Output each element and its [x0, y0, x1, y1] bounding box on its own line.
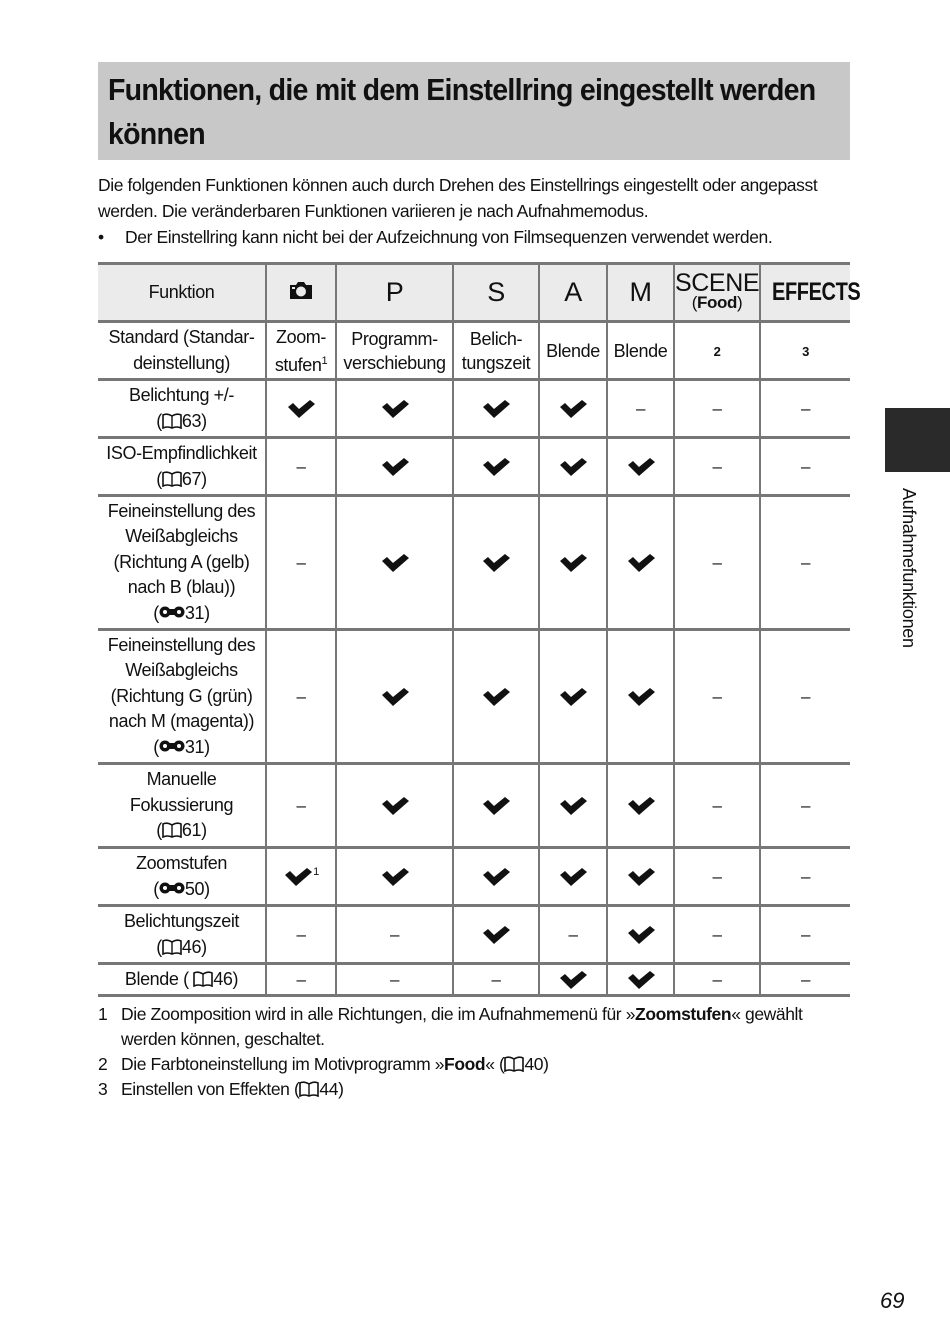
row-label: Belichtungszeit ( 46): [98, 906, 266, 964]
check-icon: [626, 687, 656, 707]
reference-binocular-icon: [159, 605, 185, 619]
cell-auto: 1: [266, 848, 336, 906]
cell-scene: [674, 630, 760, 764]
manual-book-icon: [193, 971, 213, 987]
scene-label: SCENE: [675, 268, 760, 297]
cell-scene: [674, 380, 760, 438]
camera-auto-icon: [288, 279, 314, 301]
section-tab-marker: [885, 408, 950, 472]
page-title: Funktionen, die mit dem Einstellring eingestellt werden können: [108, 72, 816, 151]
dash-mark: –: [712, 398, 722, 418]
cell-p: [336, 848, 453, 906]
cell-a: Blende: [539, 322, 607, 380]
manual-book-icon: [162, 413, 182, 429]
row-label: Standard (Standar-deinstellung): [98, 322, 266, 380]
cell-auto: [266, 496, 336, 630]
dash-mark: –: [568, 924, 578, 944]
table-row: [98, 438, 850, 496]
bullet-text: Der Einstellring kann nicht bei der Aufzeichnung von Filmsequenzen verwendet werden.: [125, 227, 773, 247]
cell-scene: 2: [674, 322, 760, 380]
row-label: Belichtung +/- ( 63): [98, 380, 266, 438]
cell-a: [539, 380, 607, 438]
bullet-dot: •: [98, 227, 104, 247]
cell-s: [453, 906, 539, 964]
scene-sub: (Food): [691, 292, 743, 312]
check-icon: [380, 796, 410, 816]
check-icon: [481, 457, 511, 477]
manual-book-icon: [162, 471, 182, 487]
cell-s: [453, 630, 539, 764]
dash-mark: –: [712, 552, 722, 572]
cell-a: [539, 496, 607, 630]
dash-mark: –: [712, 924, 722, 944]
note-bullet: [98, 224, 858, 250]
dash-mark: –: [712, 456, 722, 476]
check-icon: [558, 796, 588, 816]
cell-effects: [760, 380, 850, 438]
cell-m: [607, 964, 674, 996]
cell-s: [453, 964, 539, 996]
cell-effects: [760, 848, 850, 906]
cell-s: [453, 380, 539, 438]
cell-scene: [674, 906, 760, 964]
check-icon: [380, 867, 410, 887]
manual-book-icon: [162, 822, 182, 838]
header-mode-a: A: [539, 264, 607, 322]
check-icon: [283, 867, 313, 887]
table-row: [98, 848, 850, 906]
dash-mark: –: [296, 552, 306, 572]
dash-mark: –: [296, 795, 306, 815]
check-icon: [481, 867, 511, 887]
check-icon: [380, 553, 410, 573]
dash-mark: –: [491, 969, 501, 989]
row-label: Zoomstufen ( 50): [98, 848, 266, 906]
cell-a: [539, 964, 607, 996]
table-row: [98, 964, 850, 996]
cell-p: [336, 380, 453, 438]
dash-mark: –: [712, 969, 722, 989]
check-icon: [481, 925, 511, 945]
cell-m: Blende: [607, 322, 674, 380]
footnote-1: 1 Die Zoomposition wird in alle Richtungen, die im Aufnahmemenü für »Zoomstufen« gewählt werden können, geschaltet.: [98, 1004, 803, 1049]
check-icon: [481, 796, 511, 816]
check-icon: [626, 867, 656, 887]
cell-scene: [674, 496, 760, 630]
footnote-2: 2 Die Farbtoneinstellung im Motivprogramm »Food« ( 40): [98, 1054, 549, 1074]
dash-mark: –: [712, 795, 722, 815]
check-icon: [558, 457, 588, 477]
cell-auto: [266, 906, 336, 964]
footnote-3: 3 Einstellen von Effekten ( 44): [98, 1079, 344, 1099]
check-icon: [286, 399, 316, 419]
check-icon: [380, 457, 410, 477]
row-label: Feineinstellung des Weißabgleichs (Richtung A (gelb) nach B (blau)) ( 31): [98, 496, 266, 630]
check-icon: [380, 399, 410, 419]
dash-mark: –: [712, 866, 722, 886]
cell-p: [336, 764, 453, 848]
dash-mark: –: [800, 795, 811, 815]
check-icon: [558, 553, 588, 573]
cell-m: [607, 848, 674, 906]
dash-mark: –: [296, 969, 306, 989]
cell-m: [607, 380, 674, 438]
dash-mark: –: [800, 552, 811, 572]
check-icon: [558, 970, 588, 990]
dash-mark: –: [296, 924, 306, 944]
manual-book-icon: [162, 939, 182, 955]
dash-mark: –: [800, 866, 811, 886]
check-icon: [626, 925, 656, 945]
table-row: [98, 380, 850, 438]
cell-s: [453, 848, 539, 906]
cell-scene: [674, 848, 760, 906]
cell-auto: [266, 438, 336, 496]
cell-a: [539, 438, 607, 496]
check-icon: [558, 399, 588, 419]
dash-mark: –: [800, 686, 811, 706]
cell-a: [539, 906, 607, 964]
check-icon: [481, 687, 511, 707]
cell-s: [453, 764, 539, 848]
page-number: 69: [880, 1288, 905, 1313]
cell-m: [607, 630, 674, 764]
check-icon: [481, 553, 511, 573]
section-side-label: Aufnahmefunktionen: [899, 488, 919, 648]
dash-mark: –: [800, 456, 811, 476]
dash-mark: –: [800, 398, 811, 418]
cell-m: [607, 438, 674, 496]
check-icon: [626, 457, 656, 477]
dash-mark: –: [296, 686, 306, 706]
cell-m: [607, 764, 674, 848]
row-label: Manuelle Fokussierung ( 61): [98, 764, 266, 848]
reference-binocular-icon: [159, 739, 185, 753]
cell-auto: [266, 964, 336, 996]
table-header-row: [98, 264, 850, 322]
dash-mark: –: [635, 398, 646, 418]
cell-a: [539, 848, 607, 906]
manual-book-icon: [299, 1081, 319, 1097]
cell-p: [336, 630, 453, 764]
cell-p: Programm-verschiebung: [336, 322, 453, 380]
cell-s: [453, 438, 539, 496]
row-label: ISO-Empfindlichkeit ( 67): [98, 438, 266, 496]
cell-auto: [266, 764, 336, 848]
cell-p: [336, 906, 453, 964]
check-icon: [626, 553, 656, 573]
cell-scene: [674, 764, 760, 848]
cell-auto: [266, 380, 336, 438]
header-mode-m: M: [607, 264, 674, 322]
cell-a: [539, 630, 607, 764]
header-effects: EFFECTS: [760, 264, 850, 322]
header-auto-mode: [266, 264, 336, 322]
function-table: [98, 262, 861, 997]
cell-s: [453, 496, 539, 630]
cell-scene: [674, 438, 760, 496]
footnotes: [98, 1002, 858, 1102]
check-icon: [626, 970, 656, 990]
section-heading-box: [98, 62, 850, 160]
cell-effects: 3: [760, 322, 850, 380]
cell-effects: [760, 906, 850, 964]
cell-effects: [760, 630, 850, 764]
cell-m: [607, 906, 674, 964]
cell-effects: [760, 496, 850, 630]
check-icon: [558, 867, 588, 887]
check-icon: [481, 399, 511, 419]
cell-p: [336, 964, 453, 996]
dash-mark: –: [389, 924, 400, 944]
cell-m: [607, 496, 674, 630]
header-function: Funktion: [98, 264, 266, 322]
cell-effects: [760, 764, 850, 848]
table-row: [98, 496, 850, 630]
dash-mark: –: [800, 969, 811, 989]
table-row-standard: [98, 322, 850, 380]
reference-binocular-icon: [159, 881, 185, 895]
header-mode-p: P: [336, 264, 453, 322]
row-label: Blende ( 46): [98, 964, 266, 996]
cell-p: [336, 496, 453, 630]
dash-mark: –: [389, 969, 400, 989]
cell-auto: Zoom-stufen$^1$: [266, 322, 336, 380]
header-mode-s: S: [453, 264, 539, 322]
table-row: [98, 906, 850, 964]
header-scene: [674, 264, 760, 322]
dash-mark: –: [296, 456, 306, 476]
cell-scene: [674, 964, 760, 996]
cell-effects: [760, 438, 850, 496]
check-icon: [380, 687, 410, 707]
cell-effects: [760, 964, 850, 996]
cell-auto: [266, 630, 336, 764]
table-row: [98, 764, 850, 848]
table-row: [98, 630, 850, 764]
dash-mark: –: [712, 686, 722, 706]
dash-mark: –: [800, 924, 811, 944]
check-icon: [626, 796, 656, 816]
row-label: Feineinstellung des Weißabgleichs (Richtung G (grün) nach M (magenta)) ( 31): [98, 630, 266, 764]
cell-p: [336, 438, 453, 496]
manual-book-icon: [504, 1056, 524, 1072]
cell-a: [539, 764, 607, 848]
intro-text: [98, 172, 858, 250]
check-icon: [558, 687, 588, 707]
intro-paragraph: Die folgenden Funktionen können auch durch Drehen des Einstellrings eingestellt oder angepasst werden. Die veränderbaren Funktionen variieren je nach Aufnahmemodus.: [98, 175, 818, 221]
cell-s: Belich-tungszeit: [453, 322, 539, 380]
